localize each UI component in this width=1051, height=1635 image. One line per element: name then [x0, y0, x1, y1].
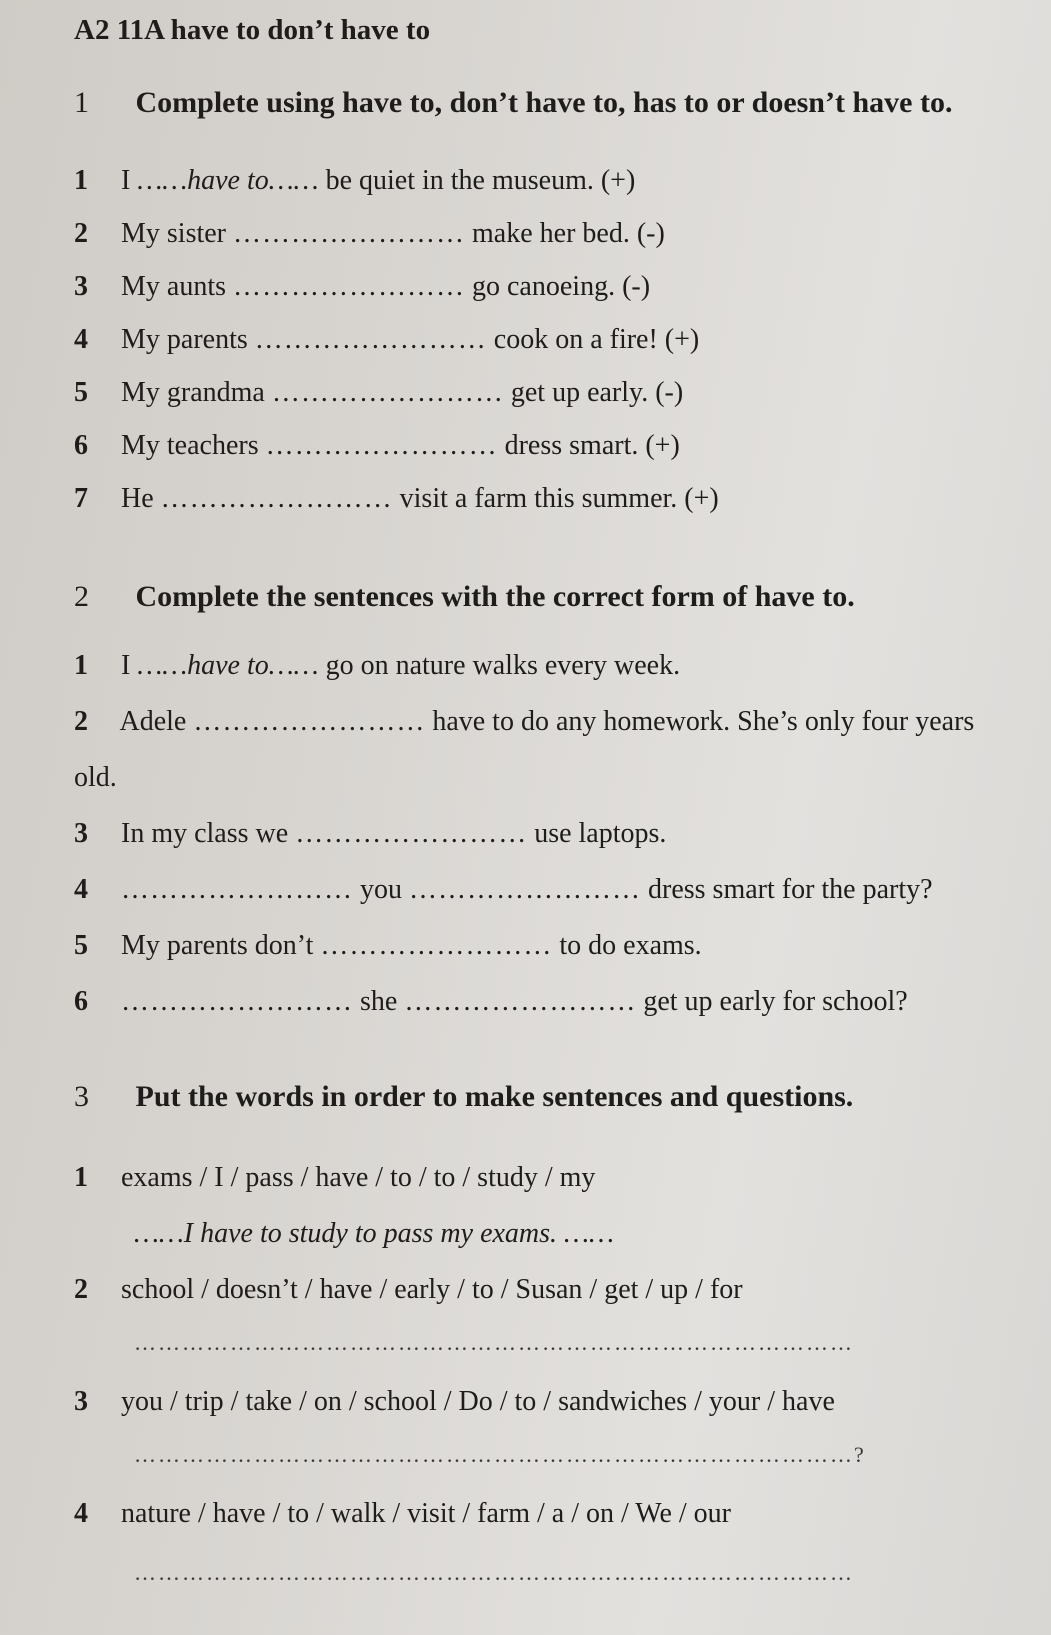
answer-blank[interactable]: …………………… [233, 218, 465, 249]
item-continuation: old. [74, 762, 117, 793]
ex1-item-2 [74, 218, 665, 250]
ex2-item-5 [74, 930, 702, 962]
item-rest: have to do any homework. She’s only four years [432, 706, 975, 737]
item-start: In my class we [121, 818, 289, 849]
exercise-3-number: 3 [74, 1080, 89, 1113]
ex3-item-3-answer-line[interactable]: ………………………………………………………………………………? [134, 1442, 866, 1467]
item-rest: go on nature walks every week. [325, 650, 681, 681]
answer-blank[interactable]: …………………… [271, 377, 504, 408]
ex2-item-2 [74, 706, 974, 738]
item-number: 6 [74, 430, 88, 461]
exercise-3-instruction: Put the words in order to make sentences and questions. [135, 1080, 854, 1113]
ex2-item-4 [74, 874, 933, 906]
item-rest: be quiet in the museum. (+) [325, 165, 636, 196]
item-number: 3 [74, 1386, 88, 1417]
ex1-item-4 [74, 324, 699, 356]
ex3-item-1-answer [134, 1218, 614, 1250]
item-rest: to do exams. [559, 930, 702, 961]
item-start: My parents don’t [121, 930, 314, 961]
ex1-item-6 [74, 430, 680, 462]
item-rest: make her bed. (-) [472, 218, 665, 249]
exercise-2-number: 2 [74, 580, 89, 613]
ex3-item-1 [74, 1162, 595, 1194]
exercise-2-heading [74, 580, 855, 614]
item-number: 1 [74, 165, 88, 196]
answer-blank[interactable]: …………………… [233, 271, 465, 302]
item-middle: you [360, 874, 402, 905]
exercise-1-number: 1 [74, 86, 89, 119]
ex1-item-1 [74, 165, 635, 197]
item-number: 1 [74, 650, 88, 681]
item-words: you / trip / take / on / school / Do / to / sandwiches / your / have [121, 1386, 835, 1417]
item-number: 2 [74, 1274, 88, 1305]
item-rest: get up early. (-) [510, 377, 684, 408]
item-number: 1 [74, 1162, 88, 1193]
ex3-item-3 [74, 1386, 835, 1418]
item-rest: go canoeing. (-) [472, 271, 651, 302]
item-start: I [121, 650, 131, 681]
ex1-item-7 [74, 483, 719, 515]
ex2-item-1 [74, 650, 680, 682]
item-number: 6 [74, 986, 88, 1017]
answer-blank[interactable]: …………………… [320, 930, 553, 961]
item-rest: visit a farm this summer. (+) [399, 483, 719, 514]
item-words: school / doesn’t / have / early / to / Susan / get / up / for [121, 1274, 743, 1305]
item-answer: ……have to…… [137, 165, 319, 196]
item-middle: she [360, 986, 398, 1017]
item-subject: I [121, 165, 131, 196]
ex3-item-4 [74, 1498, 731, 1530]
answer-blank[interactable]: …………………… [404, 986, 637, 1017]
item-subject: My aunts [121, 271, 226, 302]
answer-blank[interactable]: …………………… [121, 986, 353, 1017]
item-number: 3 [74, 818, 88, 849]
item-number: 5 [74, 930, 88, 961]
item-rest: cook on a fire! (+) [493, 324, 700, 355]
item-start: Adele [119, 706, 187, 737]
answer-blank[interactable]: …………………… [409, 874, 641, 905]
answer-blank[interactable]: …………………… [295, 818, 528, 849]
item-subject: He [121, 483, 154, 514]
exercise-1-instruction: Complete using have to, don’t have to, has to or doesn’t have to. [135, 86, 953, 119]
item-number: 5 [74, 377, 88, 408]
answer-blank[interactable]: …………………… [254, 324, 487, 355]
item-number: 4 [74, 324, 88, 355]
answer-blank[interactable]: …………………… [160, 483, 393, 514]
item-number: 7 [74, 483, 88, 514]
ex3-item-4-answer-line[interactable]: ……………………………………………………………………………… [134, 1560, 854, 1585]
item-rest: get up early for school? [643, 986, 908, 1017]
ex2-item-6 [74, 986, 908, 1018]
exercise-2-instruction: Complete the sentences with the correct form of have to. [135, 580, 855, 613]
answer-blank[interactable]: …………………… [121, 874, 353, 905]
answer-blank[interactable]: …………………… [265, 430, 498, 461]
item-subject: My grandma [121, 377, 265, 408]
exercise-1-heading [74, 86, 952, 120]
item-number: 4 [74, 1498, 88, 1529]
item-rest: use laptops. [534, 818, 667, 849]
answer-blank[interactable]: …………………… [193, 706, 426, 737]
item-words: nature / have / to / walk / visit / farm / a / on / We / our [121, 1498, 731, 1529]
ex1-item-3 [74, 271, 650, 303]
item-rest: dress smart for the party? [648, 874, 933, 905]
item-rest: dress smart. (+) [504, 430, 680, 461]
item-words: exams / I / pass / have / to / to / study / my [121, 1162, 596, 1193]
ex1-item-5 [74, 377, 683, 409]
item-subject: My teachers [121, 430, 259, 461]
item-answer: ……have to…… [137, 650, 319, 681]
ex2-item-3 [74, 818, 666, 850]
item-number: 2 [74, 706, 88, 737]
item-answer[interactable]: ……I have to study to pass my exams. …… [134, 1218, 614, 1249]
item-subject: My parents [121, 324, 248, 355]
item-number: 4 [74, 874, 88, 905]
worksheet-title: A2 11A have to don’t have to [74, 14, 431, 46]
ex2-item-2-continued [74, 762, 117, 794]
ex3-item-2 [74, 1274, 743, 1306]
item-number: 3 [74, 271, 88, 302]
exercise-3-heading [74, 1080, 853, 1114]
ex3-item-2-answer-line[interactable]: ……………………………………………………………………………… [134, 1330, 854, 1355]
item-number: 2 [74, 218, 88, 249]
item-subject: My sister [121, 218, 226, 249]
